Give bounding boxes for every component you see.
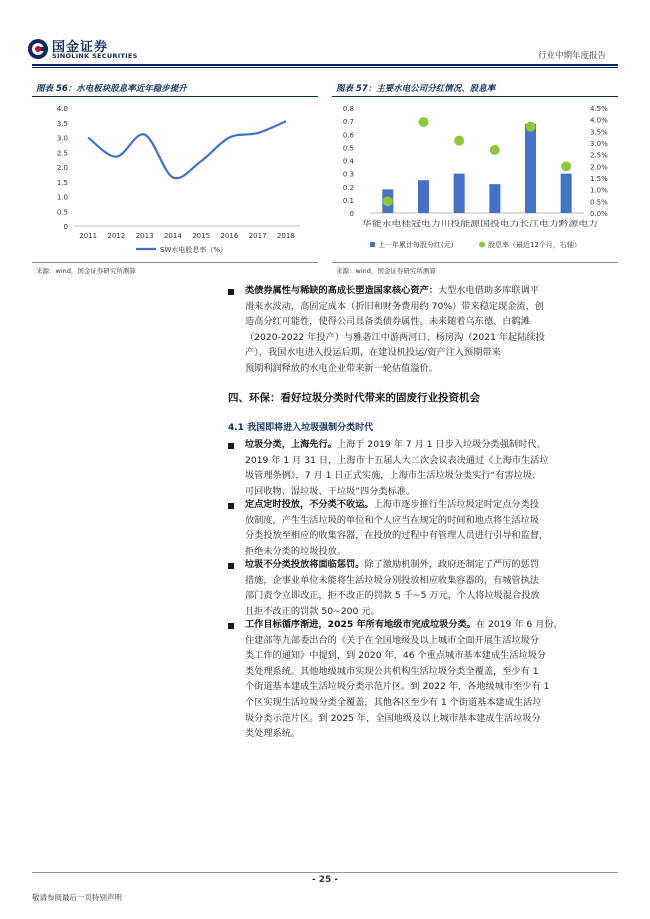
chart2-bar	[489, 184, 500, 213]
chart2-left-tick-label: 0.3	[342, 170, 354, 179]
chart1-legend-label: SW水电股息率（%）	[160, 246, 228, 254]
chart2-dots	[383, 117, 571, 206]
chart2-right-tick-label: 0.0%	[590, 210, 608, 218]
logo-english-name: SINOLINK SECURITIES	[52, 52, 138, 60]
chart1-x-axis	[79, 232, 295, 240]
figure-57-rule	[332, 96, 618, 97]
chart2-left-tick-label: 0.7	[342, 118, 354, 127]
figure-57-bottom-rule	[332, 262, 618, 263]
chart2-bar	[525, 124, 536, 213]
chart2-right-tick-label: 0.5%	[590, 198, 608, 207]
chart2-bar	[418, 180, 429, 213]
chart2-dot	[419, 117, 429, 127]
chart2-right-tick-label: 2.5%	[590, 151, 608, 160]
chart2-left-tick-label: 0	[349, 210, 354, 218]
paragraph-hydro-assets: 类债券属性与稀缺的高成长塑造国家核心资产：大型水电借助多库联调平 滑来水波动，高固定成本（折旧和财务费用约 70%）带来稳定现金流，创 造高分红可能性，使得公司具备类债券属性。未来随着乌东德、白鹤滩 （2020-2022 年投产）与雅砻江中游两河口、杨房沟（2021 年起陆续投 产），我国水电进入投运后期，在建设机投运/资产注入预期带来 预期利润释放的水电企业带来新一轮估值溢价。	[245, 285, 545, 374]
chart2-bar	[454, 174, 465, 213]
section-4-title: 四、环保：看好垃圾分类时代带来的固废行业投资机会	[228, 392, 480, 404]
paragraph-targets-2025: 工作目标循序渐进，2025 年所有地级市完成垃圾分类。在 2019 年 6 月份， 住建部等九部委出台的《关于在全国地级及以上城市全面开展生活垃圾分 类工作的通知》中提到，到 2020 年，46 个重点城市基本建成生活垃圾分 类处理系统。其他地级城市实现公共机构生活垃圾分类全覆盖，至少有 1 个街道基本建成生活垃圾分类示范片区。到 2022 年，各地级城市至少有 1 个区实现生活垃圾分类全覆盖，其他各区至少有 1 个街道基本建成生活垃 圾分类示范片区。到 2025 年，全国地级及以上城市基本建成生活垃圾分 类处理系统。	[245, 619, 563, 740]
subsection-4-1-title: 4.1 我国即将进入垃圾强制分类时代	[228, 423, 374, 433]
chart1-x-tick-label: 2016	[220, 232, 239, 240]
bullet-marker	[228, 563, 234, 569]
paragraph-penalties: 垃圾不分类投放将面临惩罚。除了激励机制外，政府还制定了严厉的惩罚 措施，企事业单位未能将生活垃圾分别投放相应收集容器的，有城管执法 部门责令立即改正，拒不改正的罚款 5 千~5 万元，个人将垃圾混合投放 且拒不改正的罚款 50~200 元。	[245, 559, 540, 617]
chart2-bar	[561, 174, 572, 213]
paragraph-scheduled-disposal: 定点定时投放，不分类不收运。上海市逐步推行生活垃圾定时定点分类投 放制度，产生生活垃圾的单位和个人应当在规定的时间和地点将生活垃圾 分类投放至相应的收集容器，在投放的过程中有管理人员进行引导和监督， 拒绝未分类的垃圾投放。	[245, 499, 549, 557]
chart2-category-labels: 华能水电桂冠电力川投能源国投电力长江电力黔源电力	[362, 219, 545, 228]
chart1-y-tick-label: 3.0	[56, 134, 68, 143]
logo-chinese-name: 国金证券	[52, 40, 109, 55]
chart2-legend-dot-label: 股息率（最近12个月，右轴）	[488, 241, 581, 249]
chart1-x-tick-label: 2012	[107, 232, 126, 240]
chart1-x-tick-label: 2015	[192, 232, 211, 240]
bullet-marker	[228, 289, 234, 295]
chart1-series-line	[88, 121, 286, 178]
chart1-y-axis	[57, 105, 68, 231]
chart2-left-axis	[343, 105, 355, 218]
chart2-dot	[454, 136, 464, 146]
chart1-y-tick-label: 1.0	[56, 193, 68, 202]
figure-56-bottom-rule	[32, 262, 318, 263]
bullet-marker	[228, 623, 234, 629]
sinolink-logo-icon	[27, 38, 49, 60]
figure-57-source: 来源：wind，国金证券研究所测算	[336, 267, 436, 275]
bullet-marker	[228, 443, 234, 449]
chart1-y-tick-label: 0	[63, 223, 68, 231]
paragraph-lead: 类债券属性与稀缺的高成长塑造国家核心资产：	[245, 285, 438, 296]
chart1-x-tick-label: 2017	[248, 232, 267, 240]
footer-disclaimer: 敬请参阅最后一页特别声明	[32, 893, 122, 902]
chart2-left-tick-label: 0.6	[342, 131, 354, 140]
chart1-x-tick-label: 2011	[79, 232, 98, 240]
header-divider-thin	[32, 67, 618, 68]
chart1-y-tick-label: 2.0	[56, 164, 68, 172]
figure-57-caption: 图表 57：主要水电公司分红情况、股息率	[336, 84, 496, 94]
chart2-right-tick-label: 1.5%	[590, 175, 608, 183]
chart2-right-tick-label: 1.0%	[590, 186, 608, 195]
figure-56-caption: 图表 56：水电板块股息率近年稳步提升	[36, 84, 187, 94]
chart2-left-tick-label: 0.4	[342, 157, 354, 166]
chart2-right-tick-label: 4.0%	[590, 116, 608, 125]
figure-56-chart	[32, 100, 322, 260]
chart1-x-tick-label: 2014	[163, 232, 182, 240]
chart1-y-tick-label: 2.5	[56, 149, 68, 158]
chart2-dot	[561, 161, 571, 171]
chart2-dot	[526, 122, 536, 132]
chart2-legend-bar-label: 上一年累计每股分红(元)	[378, 241, 454, 249]
chart2-legend-dot-swatch	[479, 242, 485, 248]
chart1-y-tick-label: 1.5	[56, 178, 68, 187]
chart2-legend-bar-swatch	[370, 242, 375, 247]
paragraph-shanghai-first: 垃圾分类，上海先行。上海于 2019 年 7 月 1 日步入垃圾分类强制时代。 2019 年 1 月 31 日，上海市十五届人大二次会议表决通过《上海市生活垃 圾管理条例》，7 月 1 日正式实施，上海市生活垃圾分类实行“有害垃圾、 可回收物、湿垃圾、干垃圾”四分类标准。	[245, 439, 549, 497]
header-divider	[32, 64, 618, 66]
chart2-left-tick-label: 0.2	[342, 183, 354, 192]
chart2-right-axis	[590, 105, 608, 218]
chart1-x-tick-label: 2013	[135, 232, 154, 240]
chart2-right-tick-label: 4.5%	[590, 105, 608, 113]
bullet-marker	[228, 503, 234, 509]
chart1-y-tick-label: 3.5	[56, 119, 68, 128]
chart2-left-tick-label: 0.5	[342, 144, 354, 153]
chart1-y-tick-label: 4.0	[56, 105, 68, 113]
report-type: 行业中期年度报告	[537, 51, 606, 61]
figure-57-chart	[332, 100, 622, 260]
chart2-right-tick-label: 3.5%	[590, 128, 608, 137]
chart1-y-tick-label: 0.5	[56, 208, 68, 217]
figure-56-rule	[32, 96, 318, 97]
footer-divider	[32, 872, 618, 873]
chart2-dot	[490, 145, 500, 155]
chart2-dot	[383, 196, 393, 206]
page-number: - 25 -	[311, 875, 339, 885]
chart1-x-tick-label: 2018	[276, 232, 295, 240]
chart2-left-tick-label: 0.1	[342, 196, 354, 205]
chart2-right-tick-label: 3.0%	[590, 140, 608, 148]
chart2-bars	[382, 124, 571, 213]
chart2-left-tick-label: 0.8	[342, 105, 354, 113]
figure-56-source: 来源：wind，国金证券研究所测算	[36, 267, 136, 275]
chart2-right-tick-label: 2.0%	[590, 163, 608, 172]
